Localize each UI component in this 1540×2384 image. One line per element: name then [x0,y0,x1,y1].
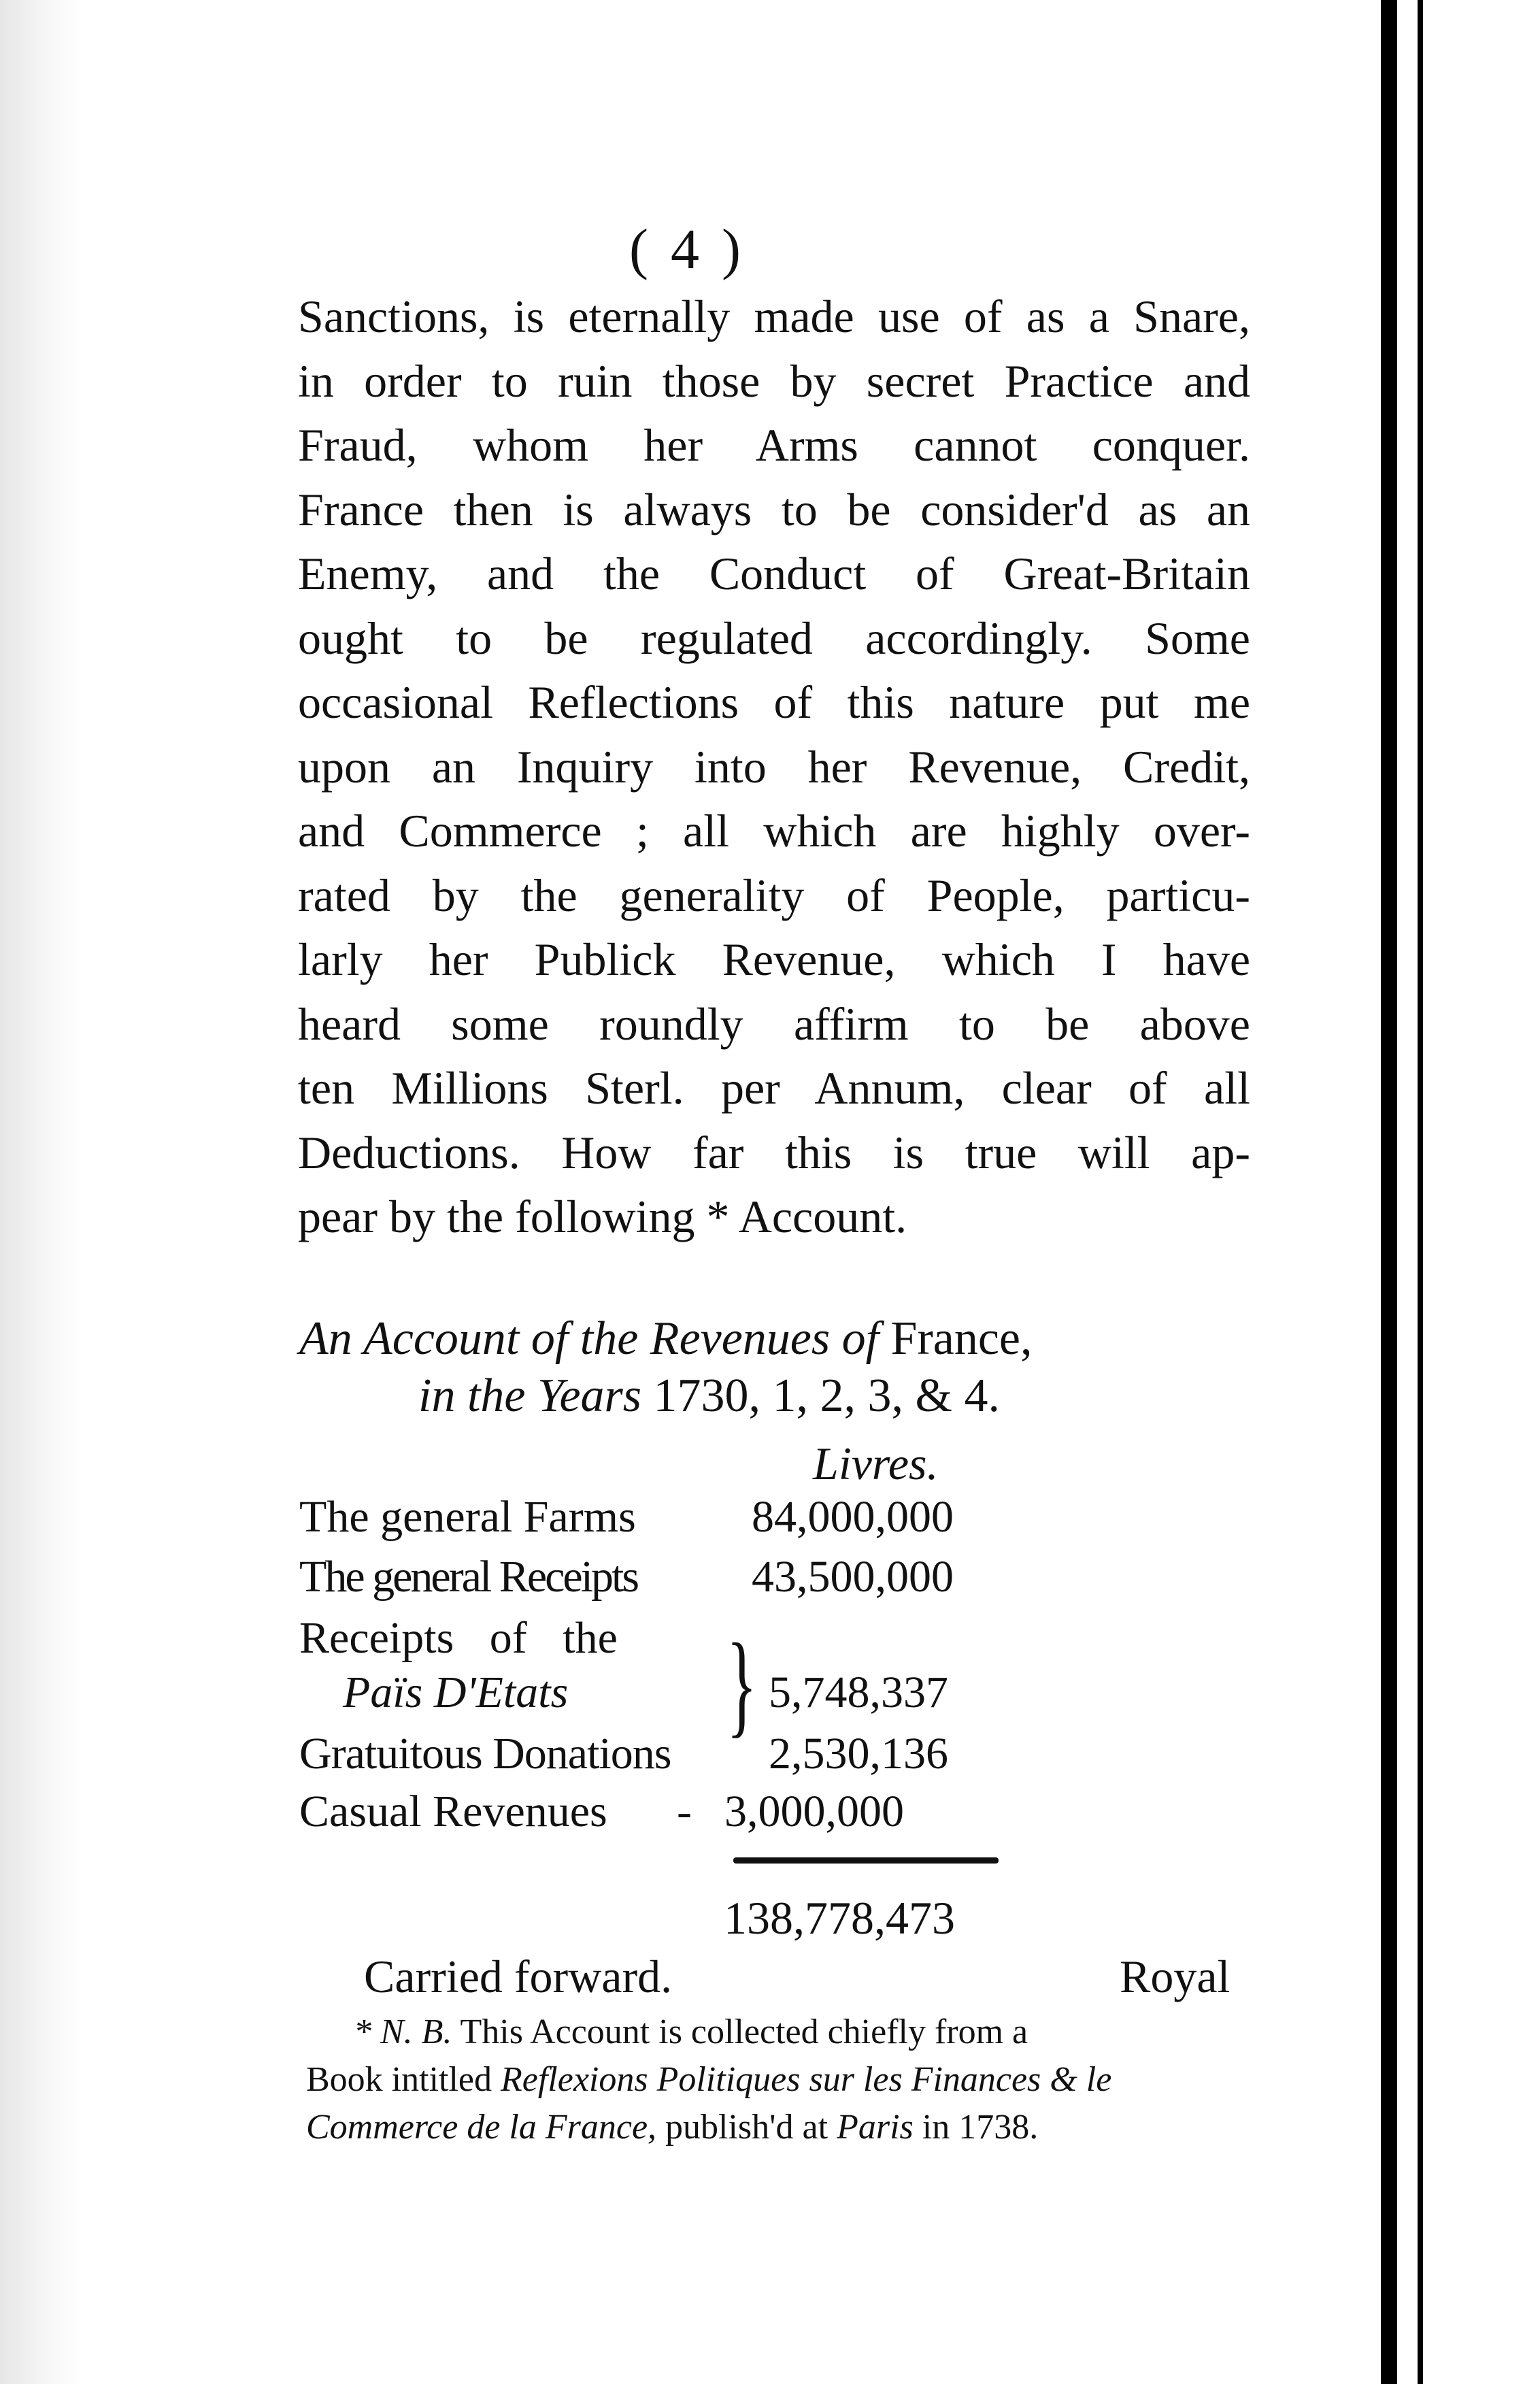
page-left-shadow [0,0,82,2384]
brace-glyph: } [726,1620,757,1748]
account-years-italic: in the Years [418,1370,654,1422]
sum-rule [733,1857,999,1864]
body-line: Enemy, and the Conduct of Great-Britain [298,548,1250,599]
row-label-continued: Païs D'Etats [343,1668,569,1717]
footnote-text: publish'd at [656,2108,837,2147]
row-value: 3,000,000 [724,1787,904,1836]
body-line: and Commerce ; all which are highly over- [298,805,1250,857]
footnote-book-title: Reflexions Politiques sur les Finances & le [501,2060,1112,2099]
account-years: 1730, 1, 2, 3, & 4. [653,1370,1000,1422]
footnote-text: Book intitled [306,2060,501,2099]
body-text [298,284,1250,1249]
unit-header: Livres. [813,1438,939,1489]
footnote-year: in 1738. [913,2108,1039,2147]
body-line: Fraud, whom her Arms cannot conquer. [298,419,1250,471]
body-line: occasional Reflections of this nature put me [298,676,1250,728]
footnote-place: Paris [837,2108,914,2147]
body-line: ten Millions Sterl. per Annum, clear of all [298,1062,1250,1114]
body-line: rated by the generality of People, particu- [298,869,1250,921]
body-line: pear by the following * Account. [298,1191,907,1242]
body-line: heard some roundly affirm to be above [298,997,1250,1050]
row-value: 5,748,337 [769,1668,948,1717]
row-value: 84,000,000 [752,1492,954,1542]
body-line: larly her Publick Revenue, which I have [298,933,1250,985]
row-label: Gratuitous Donations [299,1729,671,1778]
account-total: 138,778,473 [724,1892,955,1944]
row-value: 43,500,000 [752,1552,954,1602]
body-line: upon an Inquiry into her Revenue, Credit, [298,740,1250,793]
footnote-book-title-cont: Commerce de la France, [306,2108,657,2147]
row-label: The general Farms [299,1492,636,1542]
row-label: The general Receipts [299,1552,638,1602]
row-label: Casual Revenues [299,1787,607,1836]
row-value: 2,530,136 [769,1729,948,1778]
body-line: Deductions. How far this is true will ap- [298,1126,1250,1178]
footnote-marker: * N. B. [354,2013,452,2051]
page-number: ( 4 ) [629,218,745,281]
catchword: Royal [1120,1951,1231,2002]
row-dash: - [677,1787,692,1836]
body-line: France then is always to be consider'd as an [298,483,1250,535]
footnote [306,2008,1252,2151]
body-line: ought to be regulated accordingly. Some [298,612,1250,664]
account-title [299,1310,1252,1425]
footnote-text: This Account is collected chiefly from a [452,2013,1028,2051]
account-title-italic: An Account of the Revenues of [299,1312,891,1365]
facing-page-edge [1381,0,1540,2384]
body-line: Sanctions, is eternally made use of as a Snare, [298,291,1250,342]
carried-forward: Carried forward. [364,1951,673,2002]
row-label: Receipts of the [299,1613,618,1663]
body-line: in order to ruin those by secret Practice and [298,354,1250,407]
account-title-country: France, [890,1312,1033,1365]
